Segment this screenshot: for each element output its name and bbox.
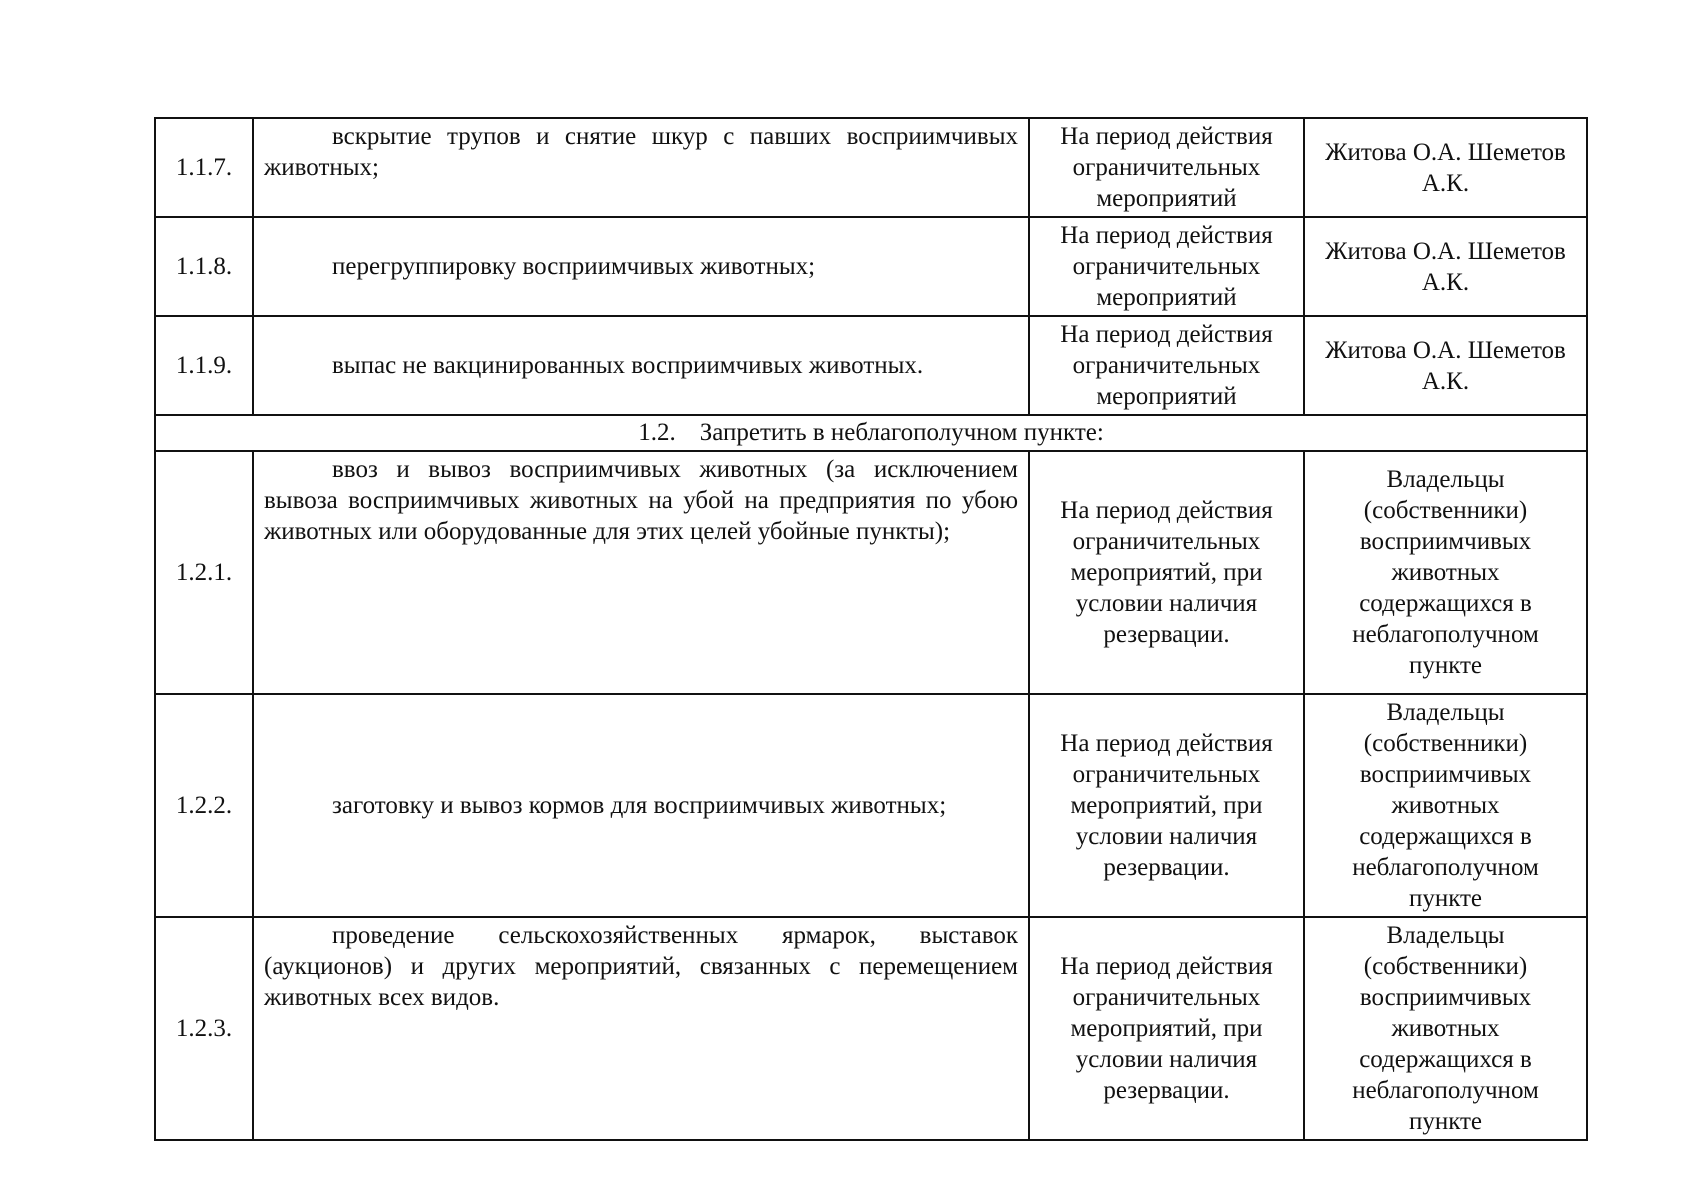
item-responsible: Владельцы (собственники) восприимчивых животных содержащихся в неблагополучном пункте [1304,917,1587,1140]
item-description-text: перегруппировку восприимчивых животных; [332,253,816,280]
item-description [253,451,1029,694]
item-description [253,694,1029,917]
item-number: 1.2.2. [155,694,253,917]
measures-table [154,117,1588,1141]
item-number: 1.1.7. [155,118,253,217]
item-responsible: Житова О.А. Шеметов А.К. [1304,118,1587,217]
item-description-text: заготовку и вывоз кормов для восприимчивых животных; [332,792,947,819]
item-responsible: Владельцы (собственники) восприимчивых животных содержащихся в неблагополучном пункте [1304,451,1587,694]
item-period: На период действия ограничительных мероприятий [1029,316,1304,415]
table-row [155,316,1587,415]
item-responsible: Владельцы (собственники) восприимчивых животных содержащихся в неблагополучном пункте [1304,694,1587,917]
section-row [155,415,1587,451]
item-number: 1.1.8. [155,217,253,316]
item-number: 1.2.1. [155,451,253,694]
item-period: На период действия ограничительных мероприятий [1029,118,1304,217]
item-description-text: проведение сельскохозяйственных ярмарок, выставок (аукционов) и других мероприятий, связанных с перемещением животных всех видов. [264,922,1018,1011]
section-title: Запретить в неблагополучном пункте: [699,419,1104,446]
table-row [155,451,1587,694]
item-period: На период действия ограничительных мероприятий, при условии наличия резервации. [1029,694,1304,917]
item-description [253,217,1029,316]
item-responsible: Житова О.А. Шеметов А.К. [1304,217,1587,316]
item-description [253,316,1029,415]
item-number: 1.1.9. [155,316,253,415]
table-row [155,917,1587,1140]
table-row [155,217,1587,316]
item-period: На период действия ограничительных мероприятий, при условии наличия резервации. [1029,917,1304,1140]
item-description [253,118,1029,217]
item-period: На период действия ограничительных мероприятий, при условии наличия резервации. [1029,451,1304,694]
item-description [253,917,1029,1140]
section-number: 1.2. [638,419,676,446]
item-description-text: ввоз и вывоз восприимчивых животных (за исключением вывоза восприимчивых животных на убой на предприятия по убою животных или оборудованные для этих целей убойные пункты); [264,456,1018,545]
item-description-text: выпас не вакцинированных восприимчивых животных. [332,352,924,379]
table-row [155,118,1587,217]
section-heading [155,415,1587,451]
item-description-text: вскрытие трупов и снятие шкур с павших восприимчивых животных; [264,123,1018,181]
item-period: На период действия ограничительных мероприятий [1029,217,1304,316]
table-row [155,694,1587,917]
item-responsible: Житова О.А. Шеметов А.К. [1304,316,1587,415]
item-number: 1.2.3. [155,917,253,1140]
